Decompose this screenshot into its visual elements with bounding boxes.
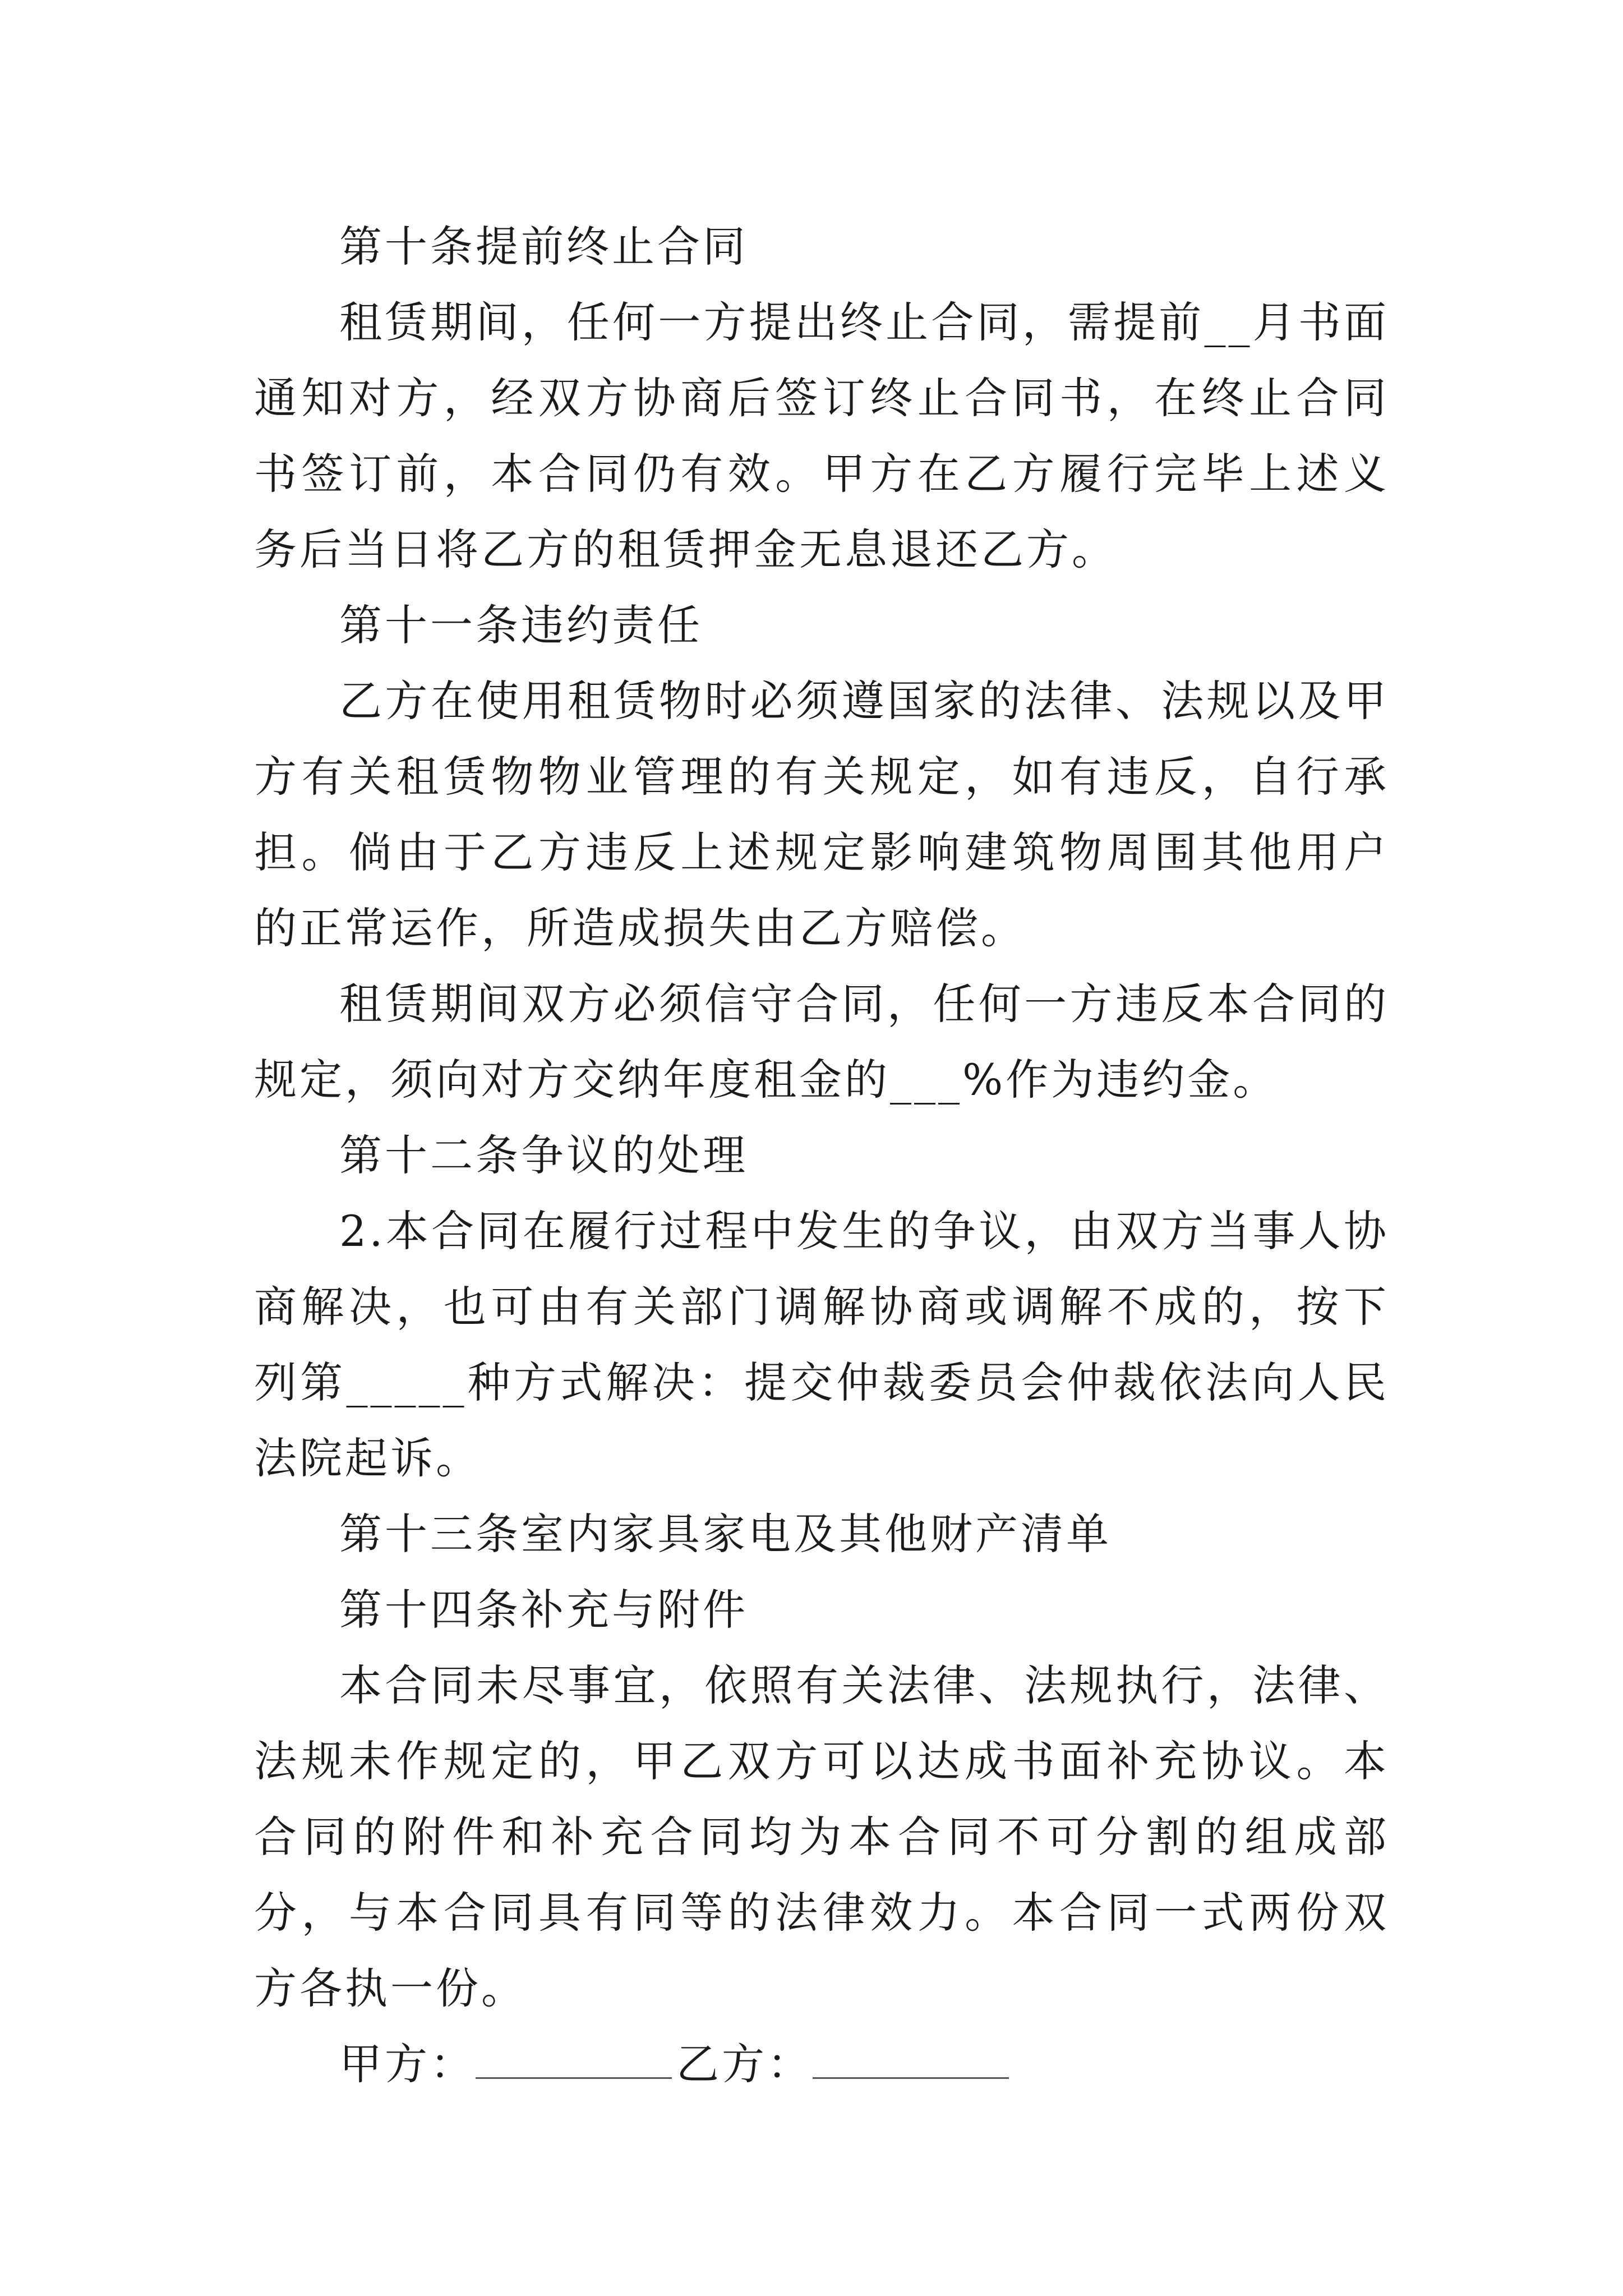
signature-line xyxy=(254,2026,1389,2102)
contract-text xyxy=(254,209,1389,2102)
article-11-heading: 第十一条违约责任 xyxy=(339,600,703,650)
article-14-heading: 第十四条补充与附件 xyxy=(339,1585,748,1635)
article-11-body-2: 租赁期间双方必须信守合同，任何一方违反本合同的规定，须向对方交纳年度租金的___%作为违约金。 xyxy=(254,979,1389,1105)
article-13-heading: 第十三条室内家具家电及其他财产清单 xyxy=(339,1509,1112,1559)
party-b-signature-blank xyxy=(813,2044,1009,2079)
article-12-heading: 第十二条争议的处理 xyxy=(339,1130,748,1180)
party-a-label: 甲方： xyxy=(339,2039,476,2089)
party-a-signature-blank xyxy=(476,2044,672,2079)
article-10-heading: 第十条提前终止合同 xyxy=(339,222,748,272)
article-10-body: 租赁期间，任何一方提出终止合同，需提前__月书面通知对方，经双方协商后签订终止合同书，在终止合同书签订前，本合同仍有效。甲方在乙方履行完毕上述义务后当日将乙方的租赁押金无息退还乙方。 xyxy=(254,297,1389,574)
article-11-body-1: 乙方在使用租赁物时必须遵国家的法律、法规以及甲方有关租赁物物业管理的有关规定，如有违反，自行承担。倘由于乙方违反上述规定影响建筑物周围其他用户的正常运作，所造成损失由乙方赔偿。 xyxy=(254,676,1389,953)
article-14-body: 本合同未尽事宜，依照有关法律、法规执行，法律、法规未作规定的，甲乙双方可以达成书面补充协议。本合同的附件和补充合同均为本合同不可分割的组成部分，与本合同具有同等的法律效力。本合同一式两份双方各执一份。 xyxy=(254,1660,1389,2013)
article-12-body: 2.本合同在履行过程中发生的争议，由双方当事人协商解决，也可由有关部门调解协商或调解不成的，按下列第_____种方式解决：提交仲裁委员会仲裁依法向人民法院起诉。 xyxy=(254,1206,1389,1483)
party-b-label: 乙方： xyxy=(676,2039,813,2089)
